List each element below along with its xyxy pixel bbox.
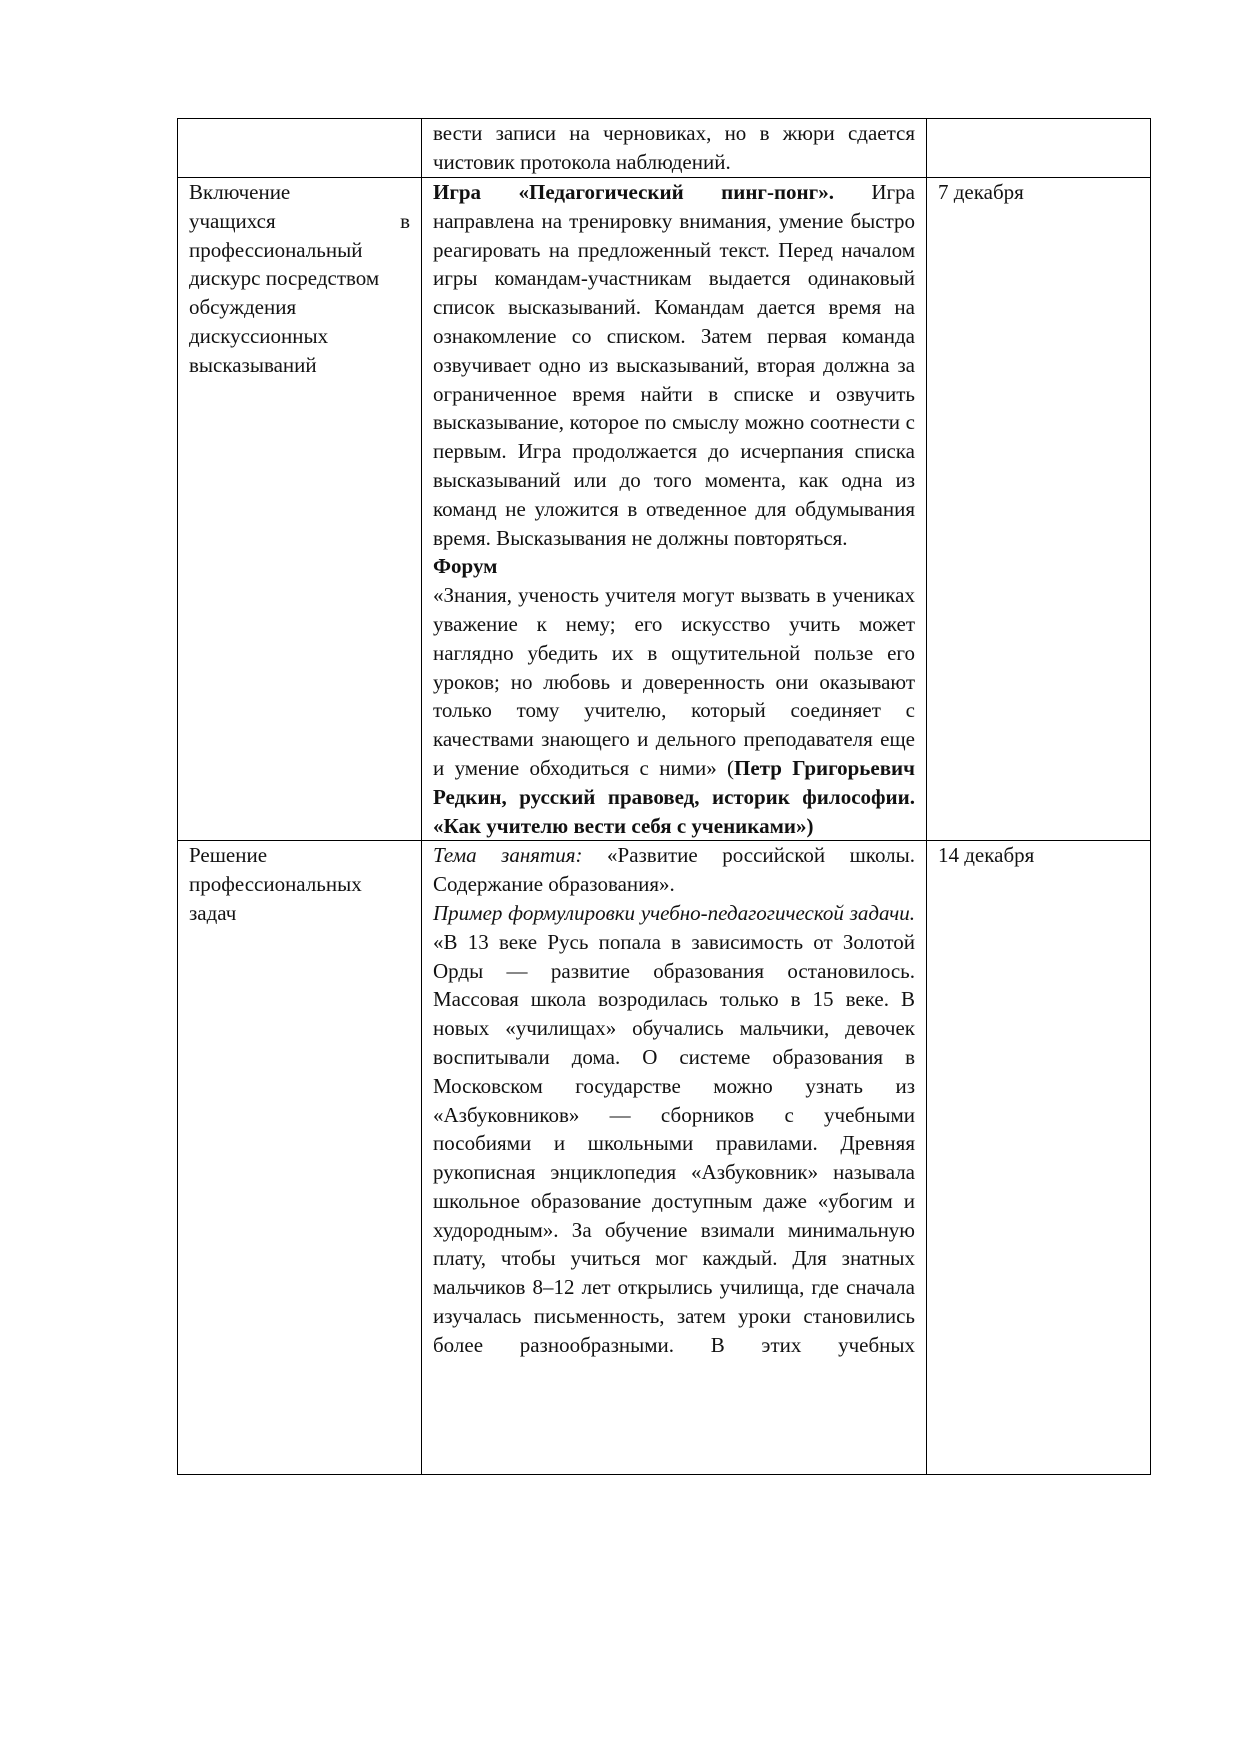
table-row: [178, 178, 1151, 841]
topic-paragraph: [433, 841, 915, 899]
cell-activity: [422, 119, 927, 178]
cell-date: [927, 119, 1151, 178]
game-paragraph: [433, 178, 915, 552]
cell-activity: [422, 178, 927, 841]
topic-word: учащихся: [189, 208, 276, 233]
topic-label: Тема занятия:: [433, 843, 583, 868]
forum-source: Петр Григорьевич Редкин, русский правовед, историк философии. «Как учителю вести себя с учениками»): [433, 755, 915, 838]
example-paragraph: [433, 899, 915, 1360]
forum-title: Форум: [433, 554, 498, 579]
cell-date: 14 декабря: [927, 841, 1151, 1475]
table-row: [178, 841, 1151, 1475]
cell-topic: [178, 119, 422, 178]
example-text: «В 13 веке Русь попала в зависимость от Золотой Орды — развитие образования остановилось. Массовая школа возродилась только в 15 веке. В новых «училищах» обучались мальчики, девочек воспитывали дома. О системе образования в Московском государстве можно узнать из «Азбуковников» — сборников с учебными пособиями и школьными правилами. Древняя рукописная энциклопедия «Азбуковник» называла школьное образование доступным даже «убогим и худородным». За обучение взимали минимальную плату, чтобы учиться мог каждый. Для знатных мальчиков 8–12 лет открылись училища, где сначала изучалась письменность, затем уроки становились более разнообразными. В этих учебных: [433, 929, 915, 1357]
forum-paragraph: [433, 581, 915, 840]
schedule-table: [177, 118, 1151, 1475]
topic-line: Включение: [189, 180, 291, 204]
example-label: Пример формулировки учебно-педагогической задачи.: [433, 900, 915, 925]
topic-line: [189, 207, 410, 236]
topic-text: «Развитие российской школы. Содержание образования».: [433, 843, 915, 897]
game-description: Игра направлена на тренировку внимания, умение быстро реагировать на предложенный текст. Перед началом игры командам-участникам выдается одинаковый список высказываний. Командам дается время на ознакомление со списком. Затем первая команда озвучивает одно из высказываний, вторая должна за ограниченное время найти в списке и озвучить высказывание, которое по смыслу можно соотнести с первым. Игра продолжается до исчерпания списка высказываний или до того момента, как одна из команд не уложится в отведенное для обдумывания время. Высказывания не должны повторяться.: [433, 180, 915, 550]
cell-topic: [178, 178, 422, 841]
activity-text: вести записи на черновиках, но в жюри сдается чистовик протокола наблюдений.: [433, 121, 915, 174]
cell-activity: [422, 841, 927, 1475]
cell-date: 7 декабря: [927, 178, 1151, 841]
forum-quote: «Знания, ученость учителя могут вызвать в учениках уважение к нему; его искусство учить может наглядно убедить их в ощутительной пользе его уроков; но любовь и доверенность они оказывают только тому учителю, который соединяет с качествами знающего и дельного преподавателя еще и умение обходиться с ними» (: [433, 583, 915, 780]
cell-topic: Решение профессиональных задач: [178, 841, 422, 1475]
topic-text: профессиональный дискурс посредством обсуждения дискуссионных высказываний: [189, 237, 380, 377]
topic-word: в: [400, 208, 410, 233]
table-row: [178, 119, 1151, 178]
game-title: Игра «Педагогический пинг-понг».: [433, 180, 834, 204]
